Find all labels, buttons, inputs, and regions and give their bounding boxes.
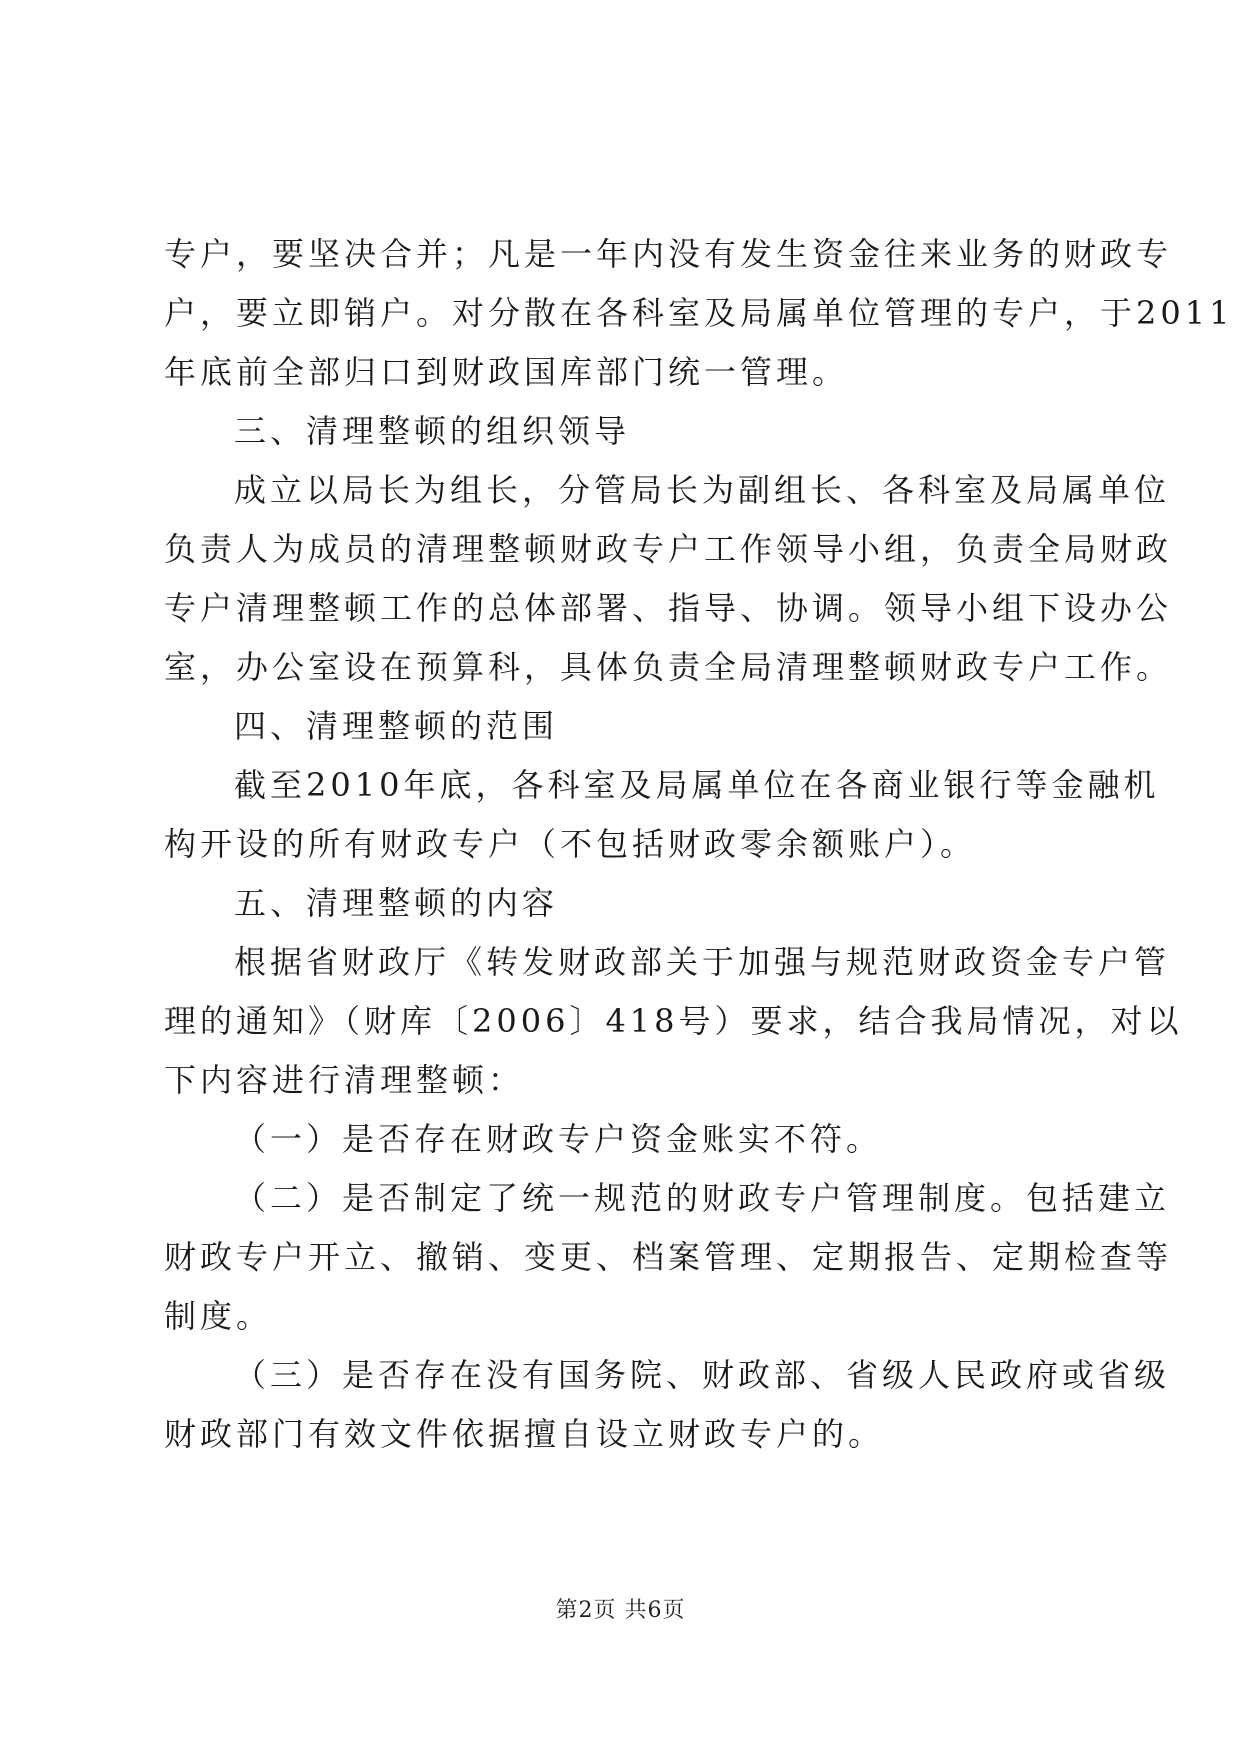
paragraph-line: 负责人为成员的清理整顿财政专户工作领导小组，负责全局财政 — [164, 530, 1173, 568]
paragraph-line: 财政部门有效文件依据擅自设立财政专户的。 — [164, 1415, 885, 1453]
section-heading: 五、清理整顿的内容 — [234, 884, 559, 922]
list-item: （三）是否存在没有国务院、财政部、省级人民政府或省级 — [234, 1356, 1171, 1394]
page-number: 第2页 共6页 — [555, 1598, 686, 1623]
paragraph-line: 制度。 — [164, 1297, 273, 1335]
document-body — [164, 225, 1234, 1464]
paragraph-line: 成立以局长为组长，分管局长为副组长、各科室及局属单位 — [234, 471, 1171, 509]
paragraph-line: 专户，要坚决合并；凡是一年内没有发生资金往来业务的财政专 — [164, 235, 1173, 273]
paragraph-line: 下内容进行清理整顿： — [164, 1061, 525, 1099]
section-heading: 三、清理整顿的组织领导 — [234, 412, 631, 450]
paragraph-line: 构开设的所有财政专户（不包括财政零余额账户）。 — [164, 825, 977, 863]
paragraph-line: 截至2010年底，各科室及局属单位在各商业银行等金融机 — [234, 766, 1160, 804]
paragraph-line: 专户清理整顿工作的总体部署、指导、协调。领导小组下设办公 — [164, 589, 1173, 627]
paragraph-line: 理的通知》（财库〔2006〕418号）要求，结合我局情况，对以 — [164, 1002, 1183, 1040]
section-heading: 四、清理整顿的范围 — [234, 707, 559, 745]
list-item: （二）是否制定了统一规范的财政专户管理制度。包括建立 — [234, 1179, 1171, 1217]
paragraph-line: 室，办公室设在预算科，具体负责全局清理整顿财政专户工作。 — [164, 648, 1173, 686]
paragraph-line: 财政专户开立、撤销、变更、档案管理、定期报告、定期检查等 — [164, 1238, 1173, 1276]
list-item: （一）是否存在财政专户资金账实不符。 — [234, 1120, 883, 1158]
paragraph-line: 年底前全部归口到财政国库部门统一管理。 — [164, 353, 849, 391]
paragraph-line: 户，要立即销户。对分散在各科室及局属单位管理的专户，于2011 — [164, 294, 1234, 332]
paragraph-line: 根据省财政厅《转发财政部关于加强与规范财政资金专户管 — [234, 943, 1171, 981]
